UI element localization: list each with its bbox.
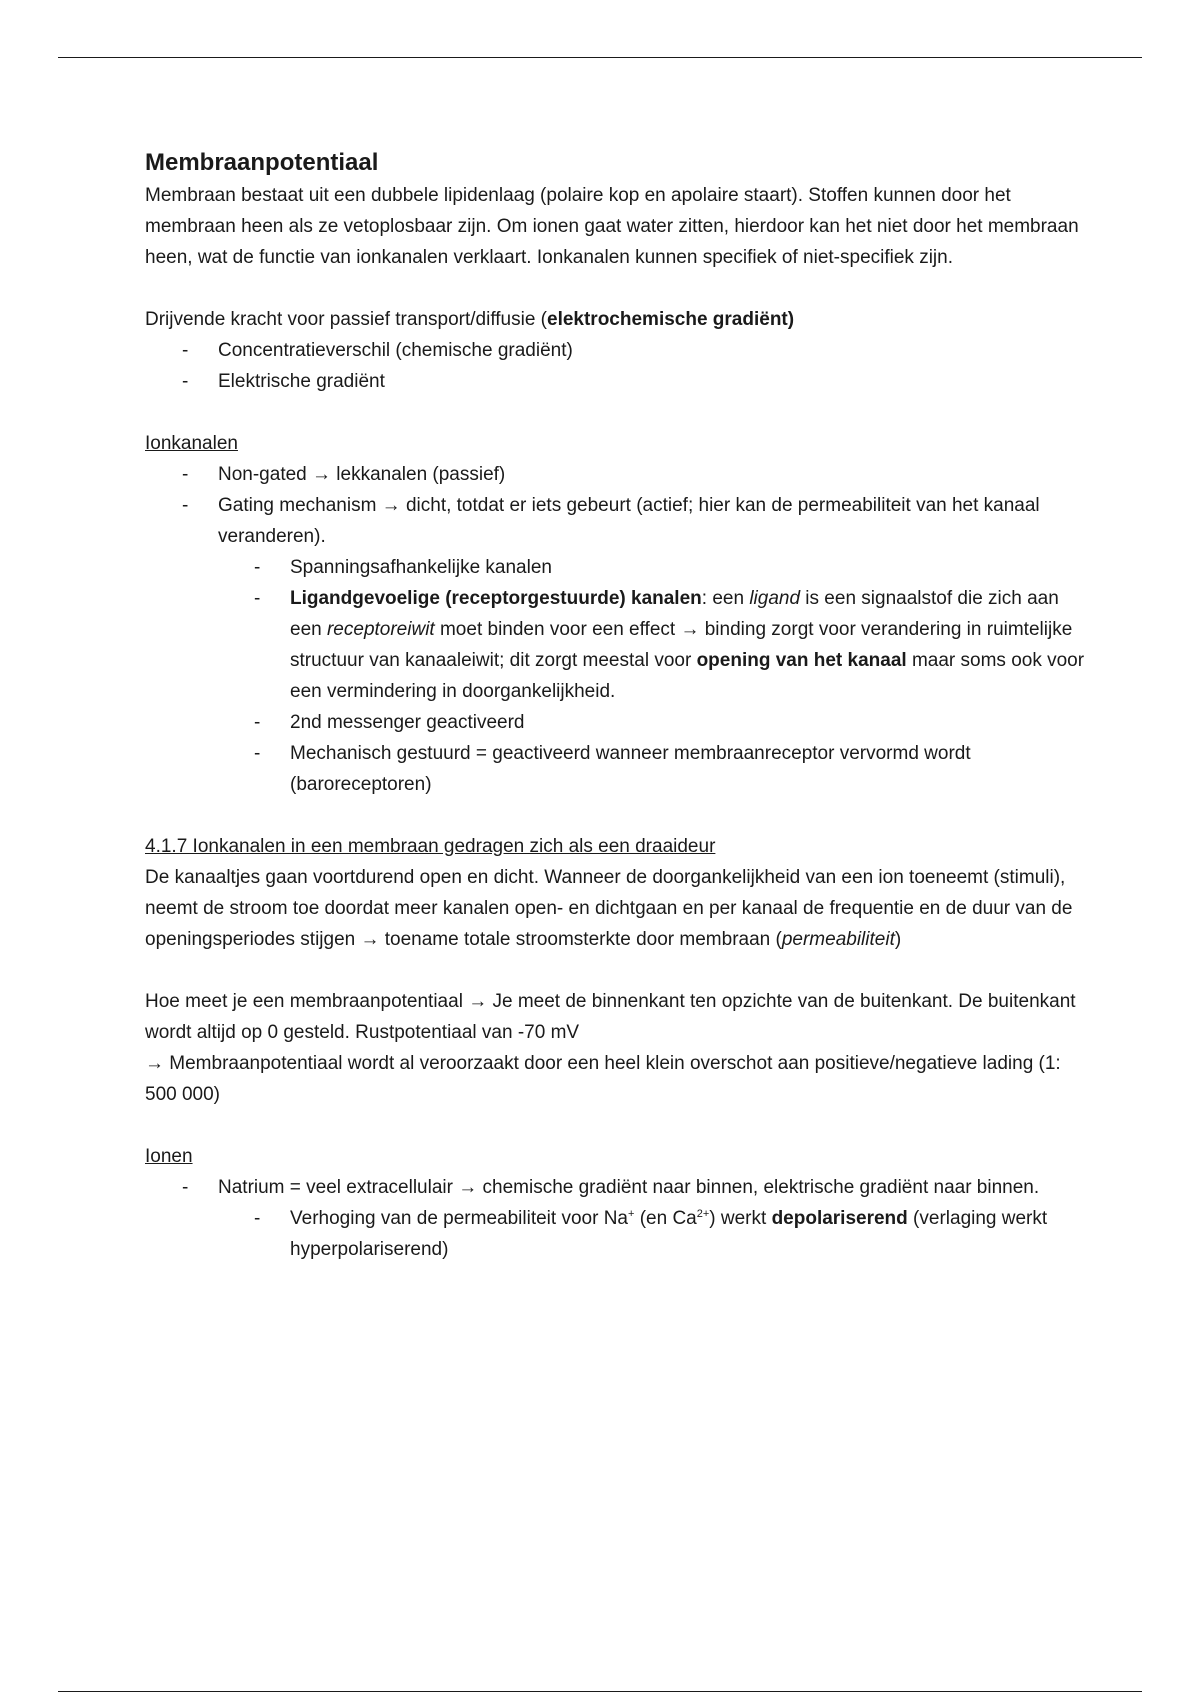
driving-force-line: Drijvende kracht voor passief transport/diffusie (elektrochemische gradiënt) (145, 309, 795, 330)
list-item: - Gating mechanism → dicht, totdat er iets gebeurt (actief; hier kan de permeabiliteit van het kanaal veranderen). (182, 495, 1040, 547)
revolving-paragraph: De kanaaltjes gaan voortdurend open en dicht. Wanneer de doorgankelijkheid van een ion toeneemt (stimuli), neemt de stroom toe doordat meer kanalen open- en dichtgaan en per kanaal de frequentie en de duur van de openingsperiodes stijgen → toename totale stroomsterkte door membraan (permeabiliteit) (145, 867, 1073, 950)
list-item: - Natrium = veel extracellulair → chemische gradiënt naar binnen, elektrische gradiënt naar binnen. (182, 1177, 1040, 1198)
list-item: - Concentratieverschil (chemische gradiënt) (182, 340, 573, 361)
sub-list-item: - Spanningsafhankelijke kanalen (254, 557, 552, 578)
measure-paragraph-2: → Membraanpotentiaal wordt al veroorzaakt door een heel klein overschot aan positieve/negatieve lading (1: 500 000) (145, 1053, 1061, 1105)
section-heading-draaideur: 4.1.7 Ionkanalen in een membraan gedragen zich als een draaideur (145, 836, 716, 857)
header-rule (58, 57, 1142, 58)
sub-list-item: - Mechanisch gestuurd = geactiveerd wanneer membraanreceptor vervormd wordt (baroreceptoren) (254, 743, 971, 795)
page-title: Membraanpotentiaal (145, 149, 379, 176)
document-body (145, 146, 1095, 1265)
sub-list-item: - Ligandgevoelige (receptorgestuurde) kanalen: een ligand is een signaalstof die zich aan een receptoreiwit moet binden voor een effect → binding zorgt voor verandering in ruimtelijke structuur van kanaaleiwit; dit zorgt meestal voor opening van het kanaal maar soms ook voor een vermindering in doorgankelijkheid. (254, 588, 1085, 702)
footer-rule (58, 1691, 1142, 1692)
measure-paragraph: Hoe meet je een membraanpotentiaal → Je meet de binnenkant ten opzichte van de buitenkant. De buitenkant wordt altijd op 0 gesteld. Rustpotentiaal van -70 mV (145, 991, 1076, 1043)
section-heading-ionen: Ionen (145, 1146, 193, 1167)
section-heading-ionkanalen: Ionkanalen (145, 433, 238, 454)
intro-paragraph: Membraan bestaat uit een dubbele lipidenlaag (polaire kop en apolaire staart). Stoffen kunnen door het membraan heen als ze vetoplosbaar zijn. Om ionen gaat water zitten, hierdoor kan het niet door het membraan heen, wat de functie van ionkanalen verklaart. Ionkanalen kunnen specifiek of niet-specifiek zijn. (145, 185, 1079, 268)
sub-list-item: - 2nd messenger geactiveerd (254, 712, 525, 733)
list-item: - Elektrische gradiënt (182, 371, 385, 392)
list-item: - Non-gated → lekkanalen (passief) (182, 464, 506, 485)
sub-list-item: - Verhoging van de permeabiliteit voor Na+ (en $Ca^{2+}$) werkt depolariserend (verlaging werkt hyperpolariserend) (254, 1208, 1048, 1260)
